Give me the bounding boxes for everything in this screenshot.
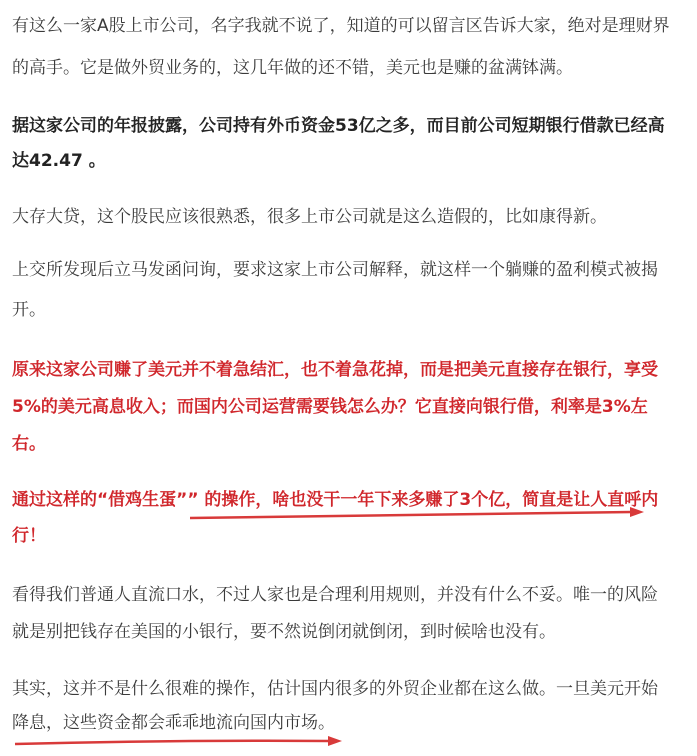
paragraph-6-line-1: 通过这样的“借鸡生蛋”” 的操作，啥也没干一年下来多赚了3个亿，简直是让人直呼内 bbox=[12, 490, 659, 510]
paragraph-5-line-2: 5%的美元高息收入；而国内公司运营需要钱怎么办？它直接向银行借，利率是3%左 bbox=[12, 397, 648, 417]
paragraph-4-line-1: 上交所发现后立马发函问询，要求这家上市公司解释，就这样一个躺赚的盈利模式被揭 bbox=[12, 260, 658, 280]
paragraph-5-line-1: 原来这家公司赚了美元并不着急结汇，也不着急花掉，而是把美元直接存在银行，享受 bbox=[12, 360, 658, 380]
red-arrow-icon bbox=[190, 507, 644, 518]
paragraph-4-line-2: 开。 bbox=[12, 300, 46, 320]
paragraph-3-line-1: 大存大贷，这个股民应该很熟悉，很多上市公司就是这么造假的，比如康得新。 bbox=[12, 207, 607, 227]
paragraph-8-line-2: 降息，这些资金都会乖乖地流向国内市场。 bbox=[12, 713, 335, 733]
paragraph-2-line-1: 据这家公司的年报披露，公司持有外币资金53亿之多，而目前公司短期银行借款已经高 bbox=[12, 116, 665, 136]
paragraph-7-line-1: 看得我们普通人直流口水，不过人家也是合理利用规则，并没有什么不妥。唯一的风险 bbox=[12, 585, 658, 605]
paragraph-6-line-2: 行！ bbox=[12, 526, 46, 546]
paragraph-1-line-1: 有这么一家A股上市公司，名字我就不说了，知道的可以留言区告诉大家，绝对是理财界 bbox=[12, 16, 670, 36]
paragraph-2-line-2: 达42.47 。 bbox=[12, 151, 106, 171]
red-arrow-icon bbox=[15, 736, 342, 746]
paragraph-8-line-1: 其实，这并不是什么很难的操作，估计国内很多的外贸企业都在这么做。一旦美元开始 bbox=[12, 679, 658, 699]
paragraph-7-line-2: 就是别把钱存在美国的小银行，要不然说倒闭就倒闭，到时候啥也没有。 bbox=[12, 622, 556, 642]
paragraph-5-line-3: 右。 bbox=[12, 434, 46, 454]
paragraph-1-line-2: 的高手。它是做外贸业务的，这几年做的还不错，美元也是赚的盆满钵满。 bbox=[12, 58, 573, 78]
